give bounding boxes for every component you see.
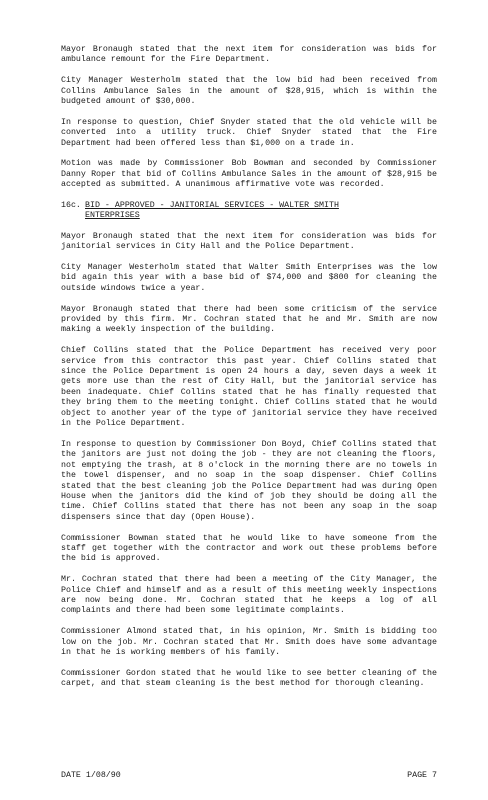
paragraph-ambulance-trade-in: In response to question, Chief Snyder stated that the old vehicle will be converted into a utility truck. Chief Snyder stated that the Fire Department had been offered less than $1,000 on a trade in. <box>61 117 437 148</box>
paragraph-ambulance-motion: Motion was made by Commissioner Bob Bowman and seconded by Commissioner Danny Roper that bid of Collins Ambulance Sales in the amount of $28,915 be accepted as submitted. A unanimous affirmative vote was recorded. <box>61 159 437 190</box>
paragraph-gordon-comment: Commissioner Gordon stated that he would like to see better cleaning of the carpet, and that steam cleaning is the best method for thorough cleaning. <box>61 668 437 689</box>
paragraph-janitorial-criticism: Mayor Bronaugh stated that there had been some criticism of the service provided by this firm. Mr. Cochran stated that he and Mr. Smith are now making a weekly inspection of the building. <box>61 304 437 335</box>
paragraph-police-details: In response to question by Commissioner Don Boyd, Chief Collins stated that the janitors are just not doing the job - they are not cleaning the floors, not emptying the trash, at 8 o'clock in the morning there are no towels in the towel dispenser, and no soap in the soap dispenser. Chief Collins stated that the best cleaning job the Police Department had was during Open House when the janitors did the kind of job they should be doing all the time. Chief Collins stated that there has not been any soap in the soap dispensers since that day (Open House). <box>61 439 437 522</box>
page-footer <box>61 771 437 781</box>
section-title-line1: BID - APPROVED - JANITORIAL SERVICES - WALTER SMITH <box>85 201 339 211</box>
footer-page-number: PAGE 7 <box>407 771 437 780</box>
section-number: 16c. <box>61 201 81 211</box>
paragraph-janitorial-low-bid: City Manager Westerholm stated that Walter Smith Enterprises was the low bid again this year with a base bid of $74,000 and $800 for cleaning the outside windows twice a year. <box>61 263 437 293</box>
paragraph-police-complaint: Chief Collins stated that the Police Department has received very poor service from this contractor this past year. Chief Collins stated that since the Police Department is open 24 hours a day, seven days a week it gets more use than the rest of City Hall, but the janitorial service has been inadequate. Chief Collins stated that he has finally requested that they bring them to the meeting tonight. Chief Collins stated that he would object to another year of the type of janitorial service they have received in the Police Department. <box>61 346 437 429</box>
paragraph-cochran-inspections: Mr. Cochran stated that there had been a meeting of the City Manager, the Police Chief and himself and as a result of this meeting weekly inspections are now being done. Mr. Cochran stated that he keeps a log of all complaints and there had been some legitimate complaints. <box>61 575 437 616</box>
section-title-line2: ENTERPRISES <box>85 211 140 221</box>
paragraph-almond-comment: Commissioner Almond stated that, in his opinion, Mr. Smith is bidding too low on the job. Mr. Cochran stated that Mr. Smith does have some advantage in that he is working members of his family. <box>61 627 437 657</box>
paragraph-ambulance-low-bid: City Manager Westerholm stated that the low bid had been received from Collins Ambulance Sales in the amount of $28,915, which is within the budgeted amount of $30,000. <box>61 76 437 107</box>
footer-date: DATE 1/08/90 <box>61 771 121 780</box>
paragraph-ambulance-intro: Mayor Bronaugh stated that the next item for consideration was bids for ambulance remount for the Fire Department. <box>61 45 437 65</box>
paragraph-janitorial-intro: Mayor Bronaugh stated that the next item for consideration was bids for janitorial services in City Hall and the Police Department. <box>61 231 437 252</box>
section-heading <box>61 201 437 222</box>
paragraph-bowman-comment: Commissioner Bowman stated that he would like to have someone from the staff get together with the contractor and work out these problems before the bid is approved. <box>61 533 437 564</box>
document-body <box>61 45 437 700</box>
